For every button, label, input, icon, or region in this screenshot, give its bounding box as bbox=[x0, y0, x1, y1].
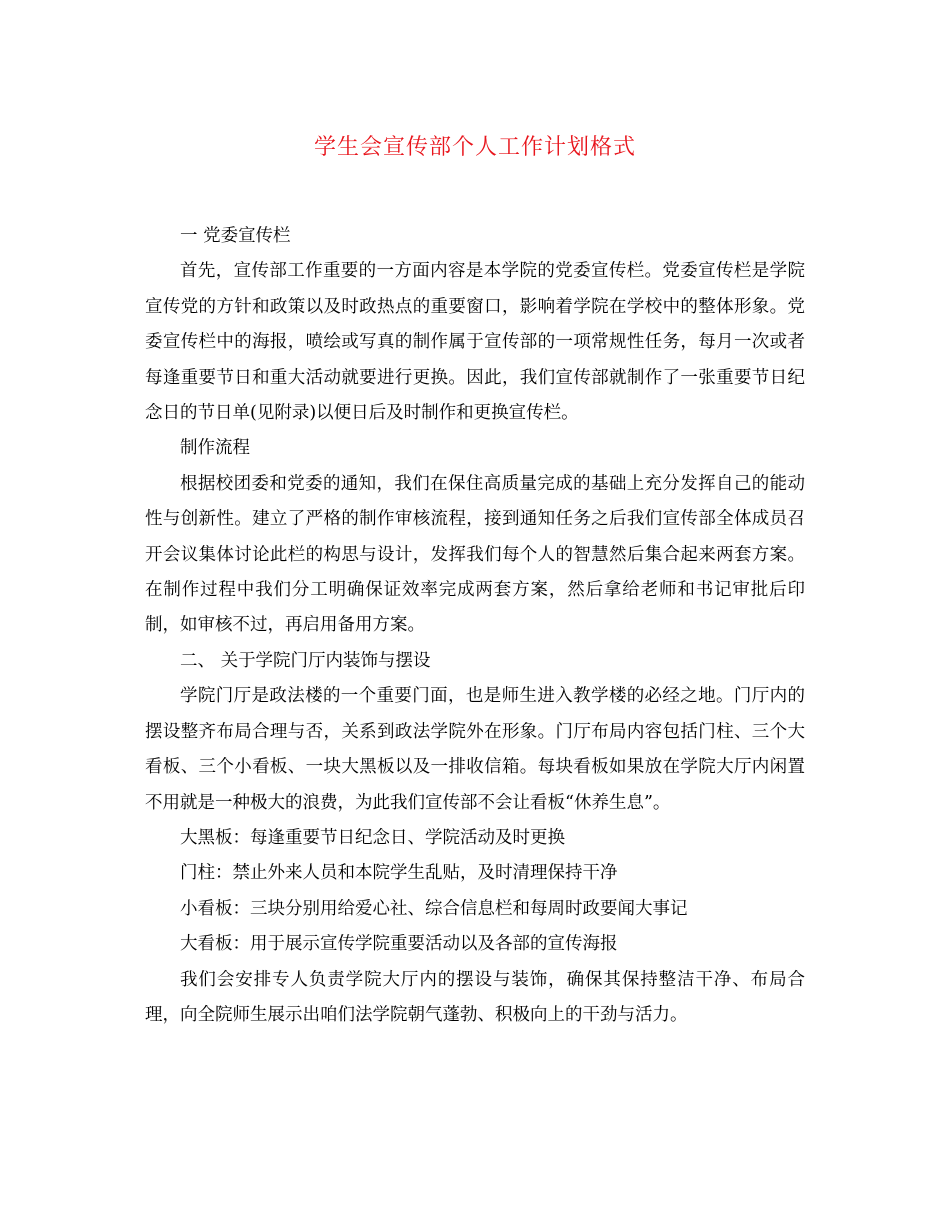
item-pillar: 门柱：禁止外来人员和本院学生乱贴，及时清理保持干净 bbox=[180, 863, 618, 884]
section-heading-party-bulletin: 一 党委宣传栏 bbox=[180, 226, 291, 246]
paragraph-production-process: 根据校团委和党委的通知，我们在保住高质量完成的基础上充分发挥自己的能动性与创新性。建立了严格的制作审核流程，接到通知任务之后我们宣传部全体成员召开会议集体讨论此栏的构思与设计，发挥我们每个人的智慧然后集合起来两套方案。在制作过程中我们分工明确保证效率完成两套方案，然后拿给老师和书记审批后印制，如审核不过，再启用备用方案。 bbox=[145, 473, 805, 636]
document-body bbox=[145, 219, 805, 1033]
paragraph-closing: 我们会安排专人负责学院大厅内的摆设与装饰，确保其保持整洁干净、布局合理，向全院师生展示出咱们法学院朝气蓬勃、积极向上的干劲与活力。 bbox=[145, 969, 805, 1025]
page-title: 学生会宣传部个人工作计划格式 bbox=[313, 135, 636, 160]
item-large-boards: 大看板：用于展示宣传学院重要活动以及各部的宣传海报 bbox=[180, 934, 618, 955]
item-small-boards: 小看板：三块分别用给爱心社、综合信息栏和每周时政要闻大事记 bbox=[180, 898, 688, 919]
subheading-production-process: 制作流程 bbox=[180, 438, 250, 459]
paragraph-lobby-decoration: 学院门厅是政法楼的一个重要门面，也是师生进入教学楼的必经之地。门厅内的摆设整齐布局合理与否，关系到政法学院外在形象。门厅布局内容包括门柱、三个大看板、三个小看板、一块大黑板以及一排收信箱。每块看板如果放在学院大厅内闲置不用就是一种极大的浪费，为此我们宣传部不会让看板“休养生息”。 bbox=[145, 686, 805, 813]
item-blackboard: 大黑板：每逢重要节日纪念日、学院活动及时更换 bbox=[180, 827, 565, 848]
section-heading-lobby-decoration: 二、 关于学院门厅内装饰与摆设 bbox=[180, 650, 431, 671]
paragraph-party-bulletin: 首先，宣传部工作重要的一方面内容是本学院的党委宣传栏。党委宣传栏是学院宣传党的方针和政策以及时政热点的重要窗口，影响着学院在学校中的整体形象。党委宣传栏中的海报，喷绘或写真的制作属于宣传部的一项常规性任务，每月一次或者每逢重要节日和重大活动就要进行更换。因此，我们宣传部就制作了一张重要节日纪念日的节日单(见附录)以便日后及时制作和更换宣传栏。 bbox=[145, 261, 805, 424]
